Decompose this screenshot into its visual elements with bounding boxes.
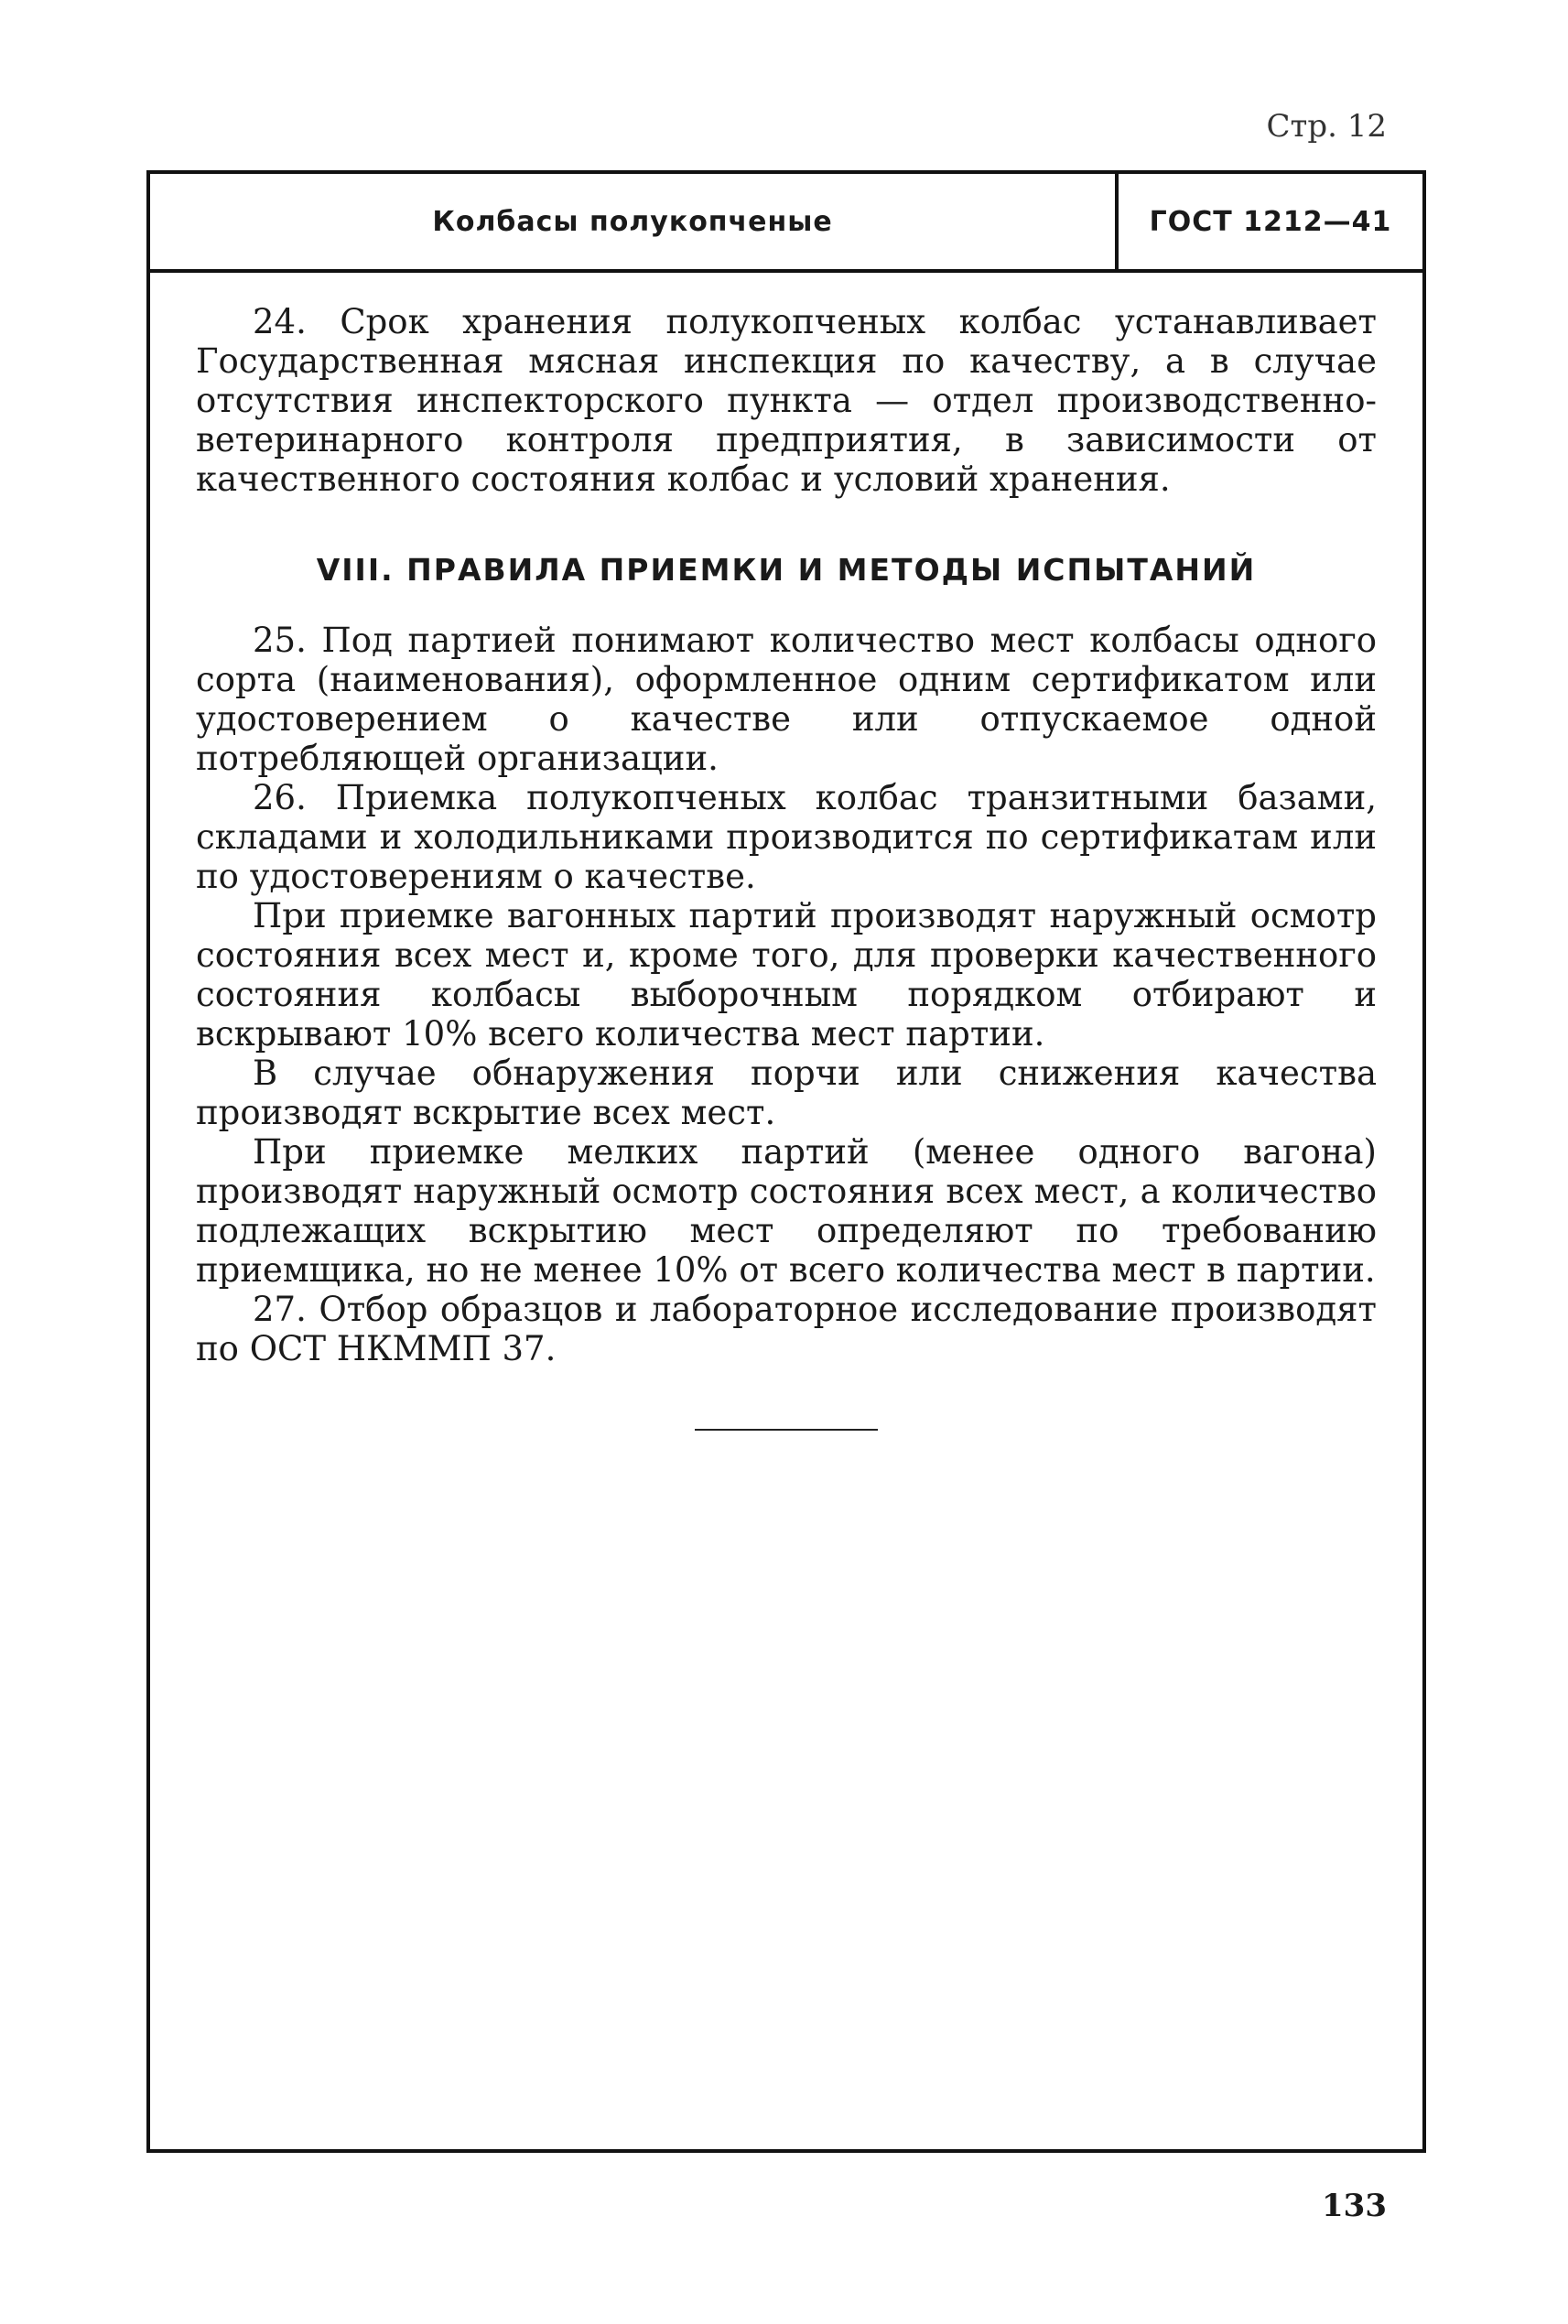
document-frame — [146, 170, 1426, 2153]
paragraph-26-wagon-lots: При приемке вагонных партий производят наружный осмотр состояния всех мест и, кроме того, для проверки качественного состояния колбасы выборочным порядком отбирают и вскрывают 10% всего количества мест партии. — [196, 896, 1377, 1054]
paragraph-24: 24. Срок хранения полукопченых колбас устанавливает Государственная мясная инспекция по качеству, а в случае отсутствия инспекторского пункта — отдел производственно-ветеринарного контроля предприятия, в зависимости от качественного состояния колбас и условий хранения. — [196, 302, 1377, 499]
document-body — [196, 302, 1377, 1431]
section-heading: VIII. ПРАВИЛА ПРИЕМКИ И МЕТОДЫ ИСПЫТАНИЙ — [316, 552, 1257, 588]
document-header — [150, 174, 1422, 273]
paragraph-26-spoilage: В случае обнаружения порчи или снижения качества производят вскрытие всех мест. — [196, 1054, 1377, 1132]
paragraph-26-small-lots: При приемке мелких партий (менее одного вагона) производят наружный осмотр состояния всех мест, а количество подлежащих вскрытию мест определяют по требованию приемщика, но не менее 10% от всего количества мест в партии. — [196, 1132, 1377, 1290]
page-label: Стр. 12 — [1266, 108, 1387, 145]
page-number: 133 — [1322, 2188, 1387, 2224]
paragraph-27: 27. Отбор образцов и лабораторное исследование производят по ОСТ НКММП 37. — [196, 1290, 1377, 1368]
header-title: Колбасы полукопченые — [432, 205, 833, 238]
header-standard-number: ГОСТ 1212—41 — [1149, 205, 1392, 238]
paragraph-25: 25. Под партией понимают количество мест колбасы одного сорта (наименования), оформленное одним сертификатом или удостоверением о качестве или отпускаемое одной потребляющей организации. — [196, 621, 1377, 778]
end-divider — [695, 1429, 878, 1431]
paragraph-26: 26. Приемка полукопченых колбас транзитными базами, складами и холодильниками производится по сертификатам или по удостоверениям о качестве. — [196, 778, 1377, 896]
